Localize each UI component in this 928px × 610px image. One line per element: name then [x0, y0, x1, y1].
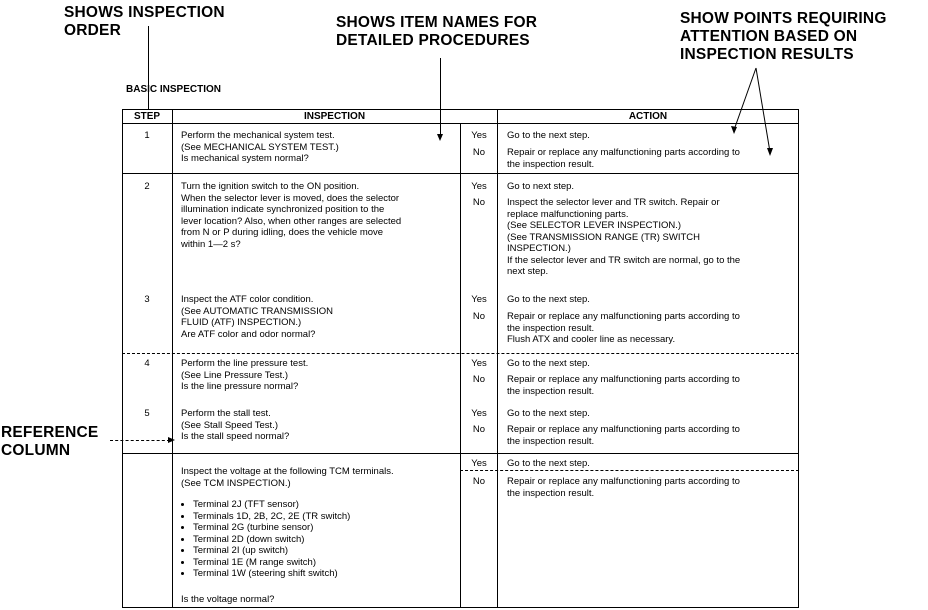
header-action: ACTION [628, 111, 668, 122]
no-label-3: No [472, 311, 486, 322]
inspection-text-1: Perform the mechanical system test. (See MECHANICAL SYSTEM TEST.) Is mechanical system normal? [181, 130, 339, 164]
header-step: STEP [133, 111, 161, 122]
no-action-5: Repair or replace any malfunctioning parts according to the inspection result. [507, 424, 740, 447]
yes-action-1: Go to the next step. [507, 130, 590, 141]
row-separator-3 [122, 353, 799, 354]
col-divider-action [497, 109, 498, 608]
no-action-3: Repair or replace any malfunctioning parts according to the inspection result. Flush ATX and cooler line as necessary. [507, 311, 740, 345]
no-label-4: No [472, 374, 486, 385]
yes-no-separator-6 [460, 470, 799, 471]
inspection-text-6: Inspect the voltage at the following TCM terminals. (See TCM INSPECTION.) [181, 466, 394, 489]
no-action-1: Repair or replace any malfunctioning parts according to the inspection result. [507, 147, 740, 170]
step-number-1: 1 [144, 130, 150, 141]
yes-label-1: Yes [471, 130, 487, 141]
list-item: • Terminal 1W (steering shift switch) [193, 568, 350, 580]
inspection-text-2: Turn the ignition switch to the ON position. When the selector lever is moved, does the selector illumination indicate synchronized position to the lever location? Also, when other ranges are selected from N or P during idling, does the vehicle move within 1—2 s? [181, 181, 402, 250]
callout-item-names: SHOWS ITEM NAMES FOR DETAILED PROCEDURES [336, 14, 538, 49]
yes-action-3: Go to the next step. [507, 294, 590, 305]
no-label-5: No [472, 424, 486, 435]
row-separator-1 [122, 173, 799, 174]
callout-inspection-order: SHOWS INSPECTION ORDER [64, 4, 225, 39]
callout-attention: SHOW POINTS REQUIRING ATTENTION BASED ON INSPECTION RESULTS [680, 10, 887, 63]
list-item: • Terminal 2J (TFT sensor) [193, 499, 350, 511]
step-number-5: 5 [144, 408, 150, 419]
yes-label-6: Yes [471, 458, 487, 469]
inspection-text-3: Inspect the ATF color condition. (See AUTOMATIC TRANSMISSION FLUID (ATF) INSPECTION.) Are ATF color and odor normal? [181, 294, 334, 340]
inspection-text-5: Perform the stall test. (See Stall Speed Test.) Is the stall speed normal? [181, 408, 290, 442]
yes-action-4: Go to the next step. [507, 358, 590, 369]
callout-reference-column: REFERENCE COLUMN [1, 424, 99, 459]
step-number-3: 3 [144, 294, 150, 305]
terminal-list [181, 499, 350, 580]
list-item: • Terminal 1E (M range switch) [193, 557, 350, 569]
yes-label-2: Yes [471, 181, 487, 192]
no-label-2: No [472, 197, 486, 208]
list-item: • Terminals 1D, 2B, 2C, 2E (TR switch) [193, 511, 350, 523]
yes-label-3: Yes [471, 294, 487, 305]
list-item: • Terminal 2G (turbine sensor) [193, 522, 350, 534]
no-action-6: Repair or replace any malfunctioning parts according to the inspection result. [507, 476, 740, 499]
inspection-question-6: Is the voltage normal? [181, 594, 275, 605]
yes-action-5: Go to the next step. [507, 408, 590, 419]
col-divider-answer [460, 123, 461, 608]
step-number-2: 2 [144, 181, 150, 192]
list-item: • Terminal 2I (up switch) [193, 545, 350, 557]
inspection-text-4: Perform the line pressure test. (See Line Pressure Test.) Is the line pressure normal? [181, 358, 309, 392]
section-label: BASIC INSPECTION [126, 84, 222, 95]
yes-action-2: Go to next step. [507, 181, 575, 192]
col-divider-step [172, 109, 173, 608]
yes-label-4: Yes [471, 358, 487, 369]
yes-action-6: Go to the next step. [507, 458, 590, 469]
yes-label-5: Yes [471, 408, 487, 419]
no-action-4: Repair or replace any malfunctioning parts according to the inspection result. [507, 374, 740, 397]
header-inspection: INSPECTION [303, 111, 366, 122]
no-label-6: No [472, 476, 486, 487]
no-action-2: Inspect the selector lever and TR switch. Repair or replace malfunctioning parts. (See SELECTOR LEVER INSPECTION.) (See TRANSMISSION RANGE (TR) SWITCH INSPECTION.) If the selector lever and TR switch are normal, go to the next step. [507, 197, 741, 277]
list-item: • Terminal 2D (down switch) [193, 534, 350, 546]
row-separator-5 [122, 453, 799, 454]
step-number-4: 4 [144, 358, 150, 369]
pointer-line-step [148, 26, 149, 110]
no-label-1: No [472, 147, 486, 158]
